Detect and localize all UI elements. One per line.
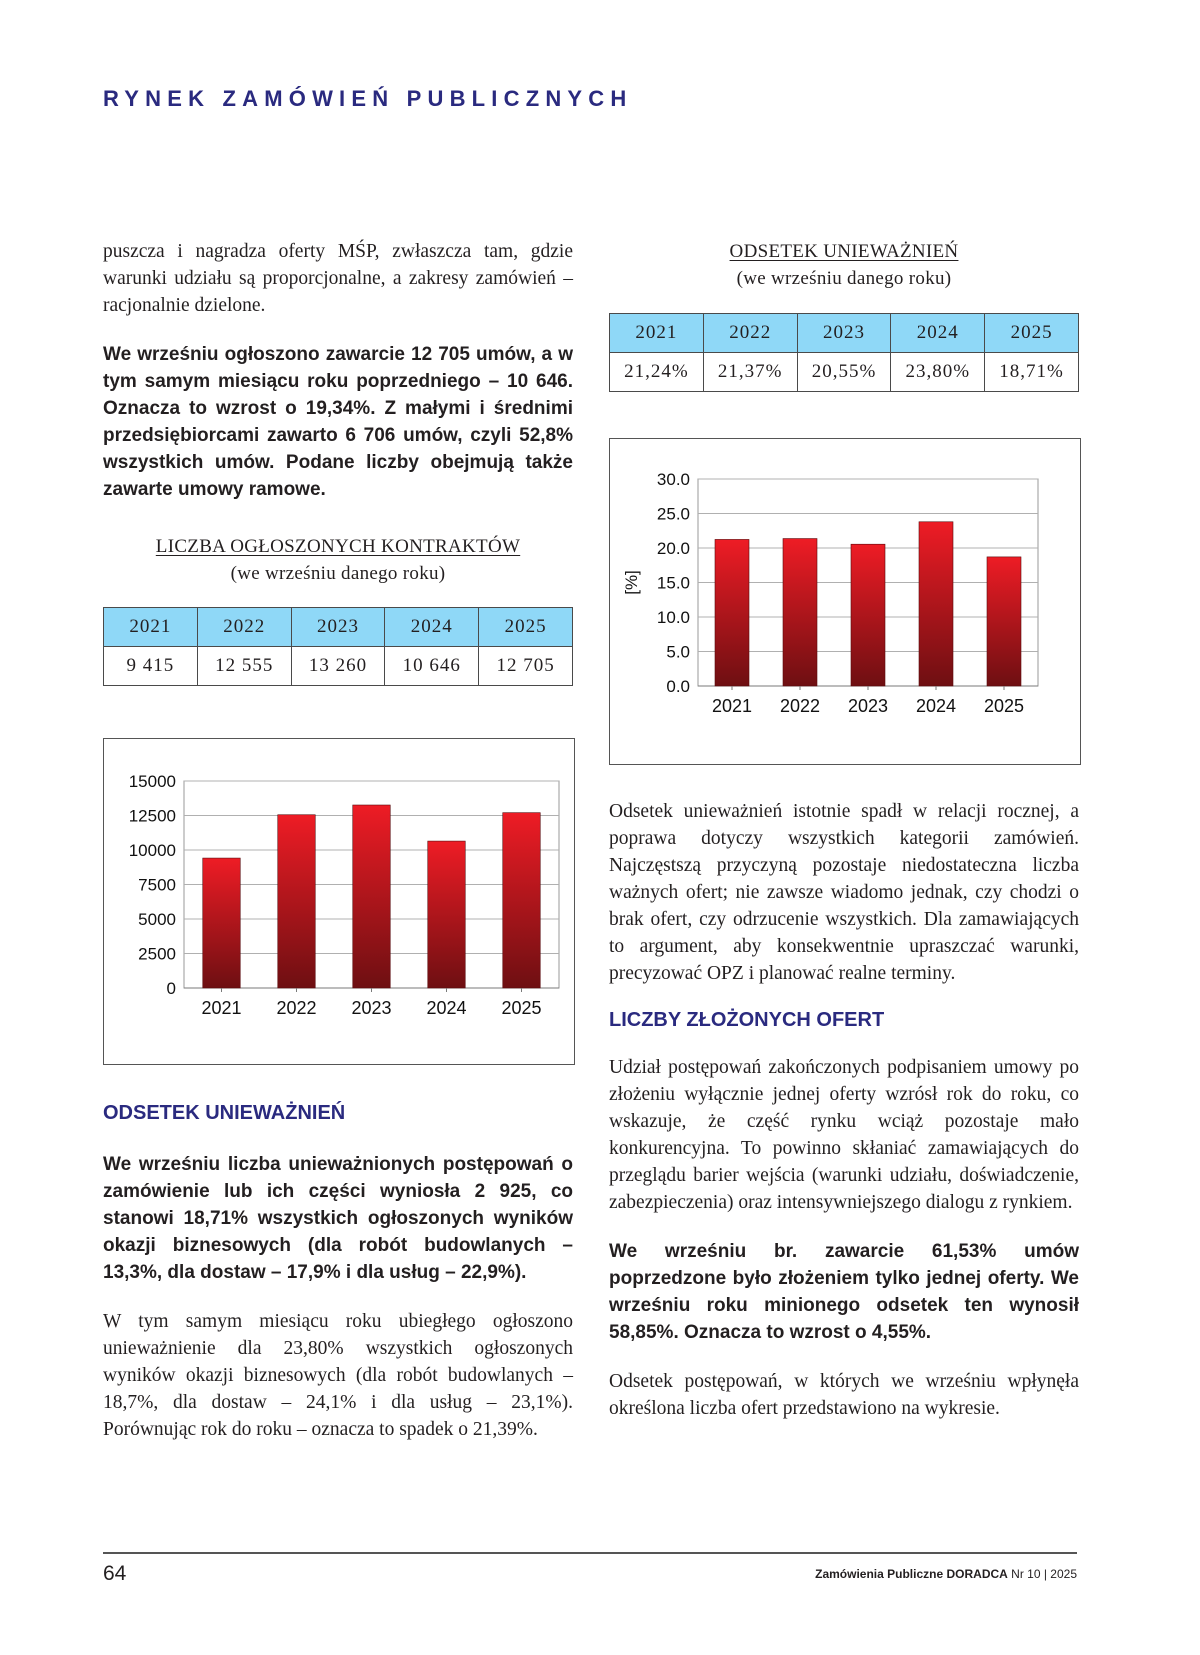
cancellations-chart bbox=[609, 438, 1081, 765]
y-axis-label: [%] bbox=[622, 570, 641, 595]
table-header-cell: 2025 bbox=[479, 608, 573, 647]
contracts-table bbox=[103, 607, 573, 686]
table-row bbox=[610, 353, 1079, 392]
table-cell: 12 555 bbox=[197, 647, 291, 686]
bar-2024 bbox=[919, 522, 953, 686]
table-cell: 21,37% bbox=[703, 353, 797, 392]
cancellations-table bbox=[609, 313, 1079, 392]
left-paragraph-3: We wrześniu liczba unieważnionych postępowań o zamówienie lub ich części wyniosła 2 925, co stanowi 18,71% wszystkich ogłoszonych wyników okazji biznesowych (dla robót budowlanych – 13,3%, dla dostaw – 17,9% i dla usług – 22,9%). bbox=[103, 1154, 573, 1283]
left-paragraph-4: W tym samym miesiącu roku ubiegłego ogłoszono unieważnienie dla 23,80% wszystkich ogłoszonych wyników okazji biznesowych (dla robót budowlanych – 18,7%, dla dostaw – 24,1% i dla usług – 23,1%). Porównując rok do roku – oznacza to spadek o 21,39%. bbox=[103, 1311, 573, 1440]
bar-2025 bbox=[987, 557, 1021, 686]
table-header-cell: 2021 bbox=[610, 314, 704, 353]
left-paragraph-2: We wrześniu ogłoszono zawarcie 12 705 umów, a w tym samym miesiącu roku poprzedniego – 10 646. Oznacza to wzrost o 19,34%. Z małymi i średnimi przedsiębiorcami zawarto 6 706 umów, czyli 52,8% wszystkich umów. Podane liczby obejmują także zawarte umowy ramowe. bbox=[103, 344, 573, 500]
y-tick-label: 2500 bbox=[138, 944, 176, 964]
bar-2025 bbox=[503, 813, 541, 988]
table-header-cell: 2024 bbox=[385, 608, 479, 647]
y-tick-label: 12500 bbox=[128, 806, 176, 826]
right-column bbox=[609, 241, 1079, 392]
right-paragraph-3: We wrześniu br. zawarcie 61,53% umów poprzedzone było złożeniem tylko jednej oferty. We wrześniu roku minionego odsetek ten wynosił 58,85%. Oznacza to wzrost o 4,55%. bbox=[609, 1241, 1079, 1343]
publication-name: Zamówienia Publiczne DORADCA bbox=[815, 1567, 1008, 1581]
footer-publication bbox=[815, 1567, 1077, 1581]
table-cell: 21,24% bbox=[610, 353, 704, 392]
table-header-cell: 2022 bbox=[197, 608, 291, 647]
x-tick-label: 2022 bbox=[779, 696, 821, 716]
right-paragraph-4: Odsetek postępowań, w których we wrześniu wpłynęła określona liczba ofert przedstawiono na wykresie. bbox=[609, 1371, 1079, 1419]
y-tick-label: 30.0 bbox=[656, 470, 690, 489]
right-paragraph-1: Odsetek unieważnień istotnie spadł w relacji rocznej, a poprawa dotyczy wszystkich kategorii zamówień. Najczęstszą przyczyną pozostaje niedostateczna liczba ważnych ofert; nie zawsze wiadomo jednak, czy chodzi o brak ofert, czy odrzucenie wszystkich. Dla zamawiających to argument, aby konsekwentnie upraszczać warunki, precyzować OPZ i planować realne terminy. bbox=[609, 801, 1079, 984]
bar-2021 bbox=[203, 858, 241, 988]
right-paragraph-2: Udział postępowań zakończonych podpisaniem umowy po złożeniu wyłącznie jednej oferty wzrósł rok do roku, co wskazuje, że część rynku wciąż pozostaje mało konkurencyjna. To powinno skłaniać zamawiających do przeglądu barier wejścia (warunki udziału, doświadczenie, zabezpieczenia) oraz intensywniejszego dialogu z rynkiem. bbox=[609, 1057, 1079, 1213]
table-cell: 20,55% bbox=[797, 353, 891, 392]
x-tick-label: 2023 bbox=[351, 998, 392, 1018]
contracts-table-title: LICZBA OGŁOSZONYCH KONTRAKTÓW bbox=[155, 536, 521, 557]
table-cell: 18,71% bbox=[985, 353, 1079, 392]
y-tick-label: 5000 bbox=[138, 910, 176, 929]
cancellations-chart-svg bbox=[610, 439, 1080, 764]
table-header-cell: 2023 bbox=[291, 608, 385, 647]
y-tick-label: 15.0 bbox=[656, 573, 690, 593]
x-tick-label: 2021 bbox=[201, 998, 242, 1018]
cancellations-table-subtitle: (we wrześniu danego roku) bbox=[736, 268, 952, 289]
y-tick-label: 0 bbox=[166, 979, 176, 998]
table-header-cell: 2023 bbox=[797, 314, 891, 353]
bar-2021 bbox=[715, 539, 749, 686]
y-tick-label: 10000 bbox=[128, 841, 176, 860]
table-row bbox=[104, 647, 573, 686]
left-paragraph-1: puszcza i nagradza oferty MŚP, zwłaszcza tam, gdzie warunki udziału są proporcjonalne, a zakresy zamówień – racjonalnie dzielone. bbox=[103, 241, 573, 316]
y-tick-label: 25.0 bbox=[656, 504, 690, 524]
contracts-table-subtitle: (we wrześniu danego roku) bbox=[230, 563, 446, 584]
bar-2023 bbox=[851, 544, 885, 686]
cancellations-table-title: ODSETEK UNIEWAŻNIEŃ bbox=[729, 241, 959, 262]
x-tick-label: 2023 bbox=[847, 696, 889, 716]
table-header-row bbox=[104, 608, 573, 647]
section-heading-offers: LICZBY ZŁOŻONYCH OFERT bbox=[609, 1009, 885, 1031]
table-cell: 9 415 bbox=[104, 647, 198, 686]
table-cell: 12 705 bbox=[479, 647, 573, 686]
issue-number: Nr 10 | 2025 bbox=[1011, 1567, 1077, 1581]
x-tick-label: 2024 bbox=[915, 696, 957, 716]
x-tick-label: 2022 bbox=[276, 998, 317, 1018]
table-cell: 13 260 bbox=[291, 647, 385, 686]
y-tick-label: 7500 bbox=[138, 875, 176, 895]
contracts-table-caption bbox=[103, 533, 573, 587]
running-head: RYNEK ZAMÓWIEŃ PUBLICZNYCH bbox=[103, 86, 633, 111]
table-header-cell: 2021 bbox=[104, 608, 198, 647]
bar-2023 bbox=[353, 805, 391, 988]
left-column-lower bbox=[103, 1102, 573, 1443]
x-tick-label: 2021 bbox=[711, 696, 753, 716]
table-header-cell: 2022 bbox=[703, 314, 797, 353]
contracts-chart bbox=[103, 738, 575, 1065]
table-header-row bbox=[610, 314, 1079, 353]
x-tick-label: 2024 bbox=[426, 998, 467, 1018]
y-tick-label: 20.0 bbox=[656, 539, 690, 558]
bar-2022 bbox=[783, 539, 817, 686]
y-tick-label: 0.0 bbox=[666, 677, 690, 696]
section-heading-cancellations: ODSETEK UNIEWAŻNIEŃ bbox=[103, 1102, 346, 1124]
cancellations-table-caption bbox=[609, 238, 1079, 292]
x-tick-label: 2025 bbox=[983, 696, 1025, 716]
page-number: 64 bbox=[103, 1562, 127, 1585]
left-column bbox=[103, 241, 573, 686]
right-column-lower bbox=[609, 798, 1079, 1422]
contracts-chart-svg bbox=[104, 739, 574, 1064]
x-tick-label: 2025 bbox=[501, 998, 542, 1018]
y-tick-label: 15000 bbox=[128, 772, 176, 791]
table-cell: 10 646 bbox=[385, 647, 479, 686]
y-tick-label: 5.0 bbox=[666, 642, 690, 662]
table-header-cell: 2024 bbox=[891, 314, 985, 353]
bar-2022 bbox=[278, 815, 316, 988]
y-tick-label: 10.0 bbox=[656, 608, 690, 627]
table-cell: 23,80% bbox=[891, 353, 985, 392]
footer-rule bbox=[103, 1552, 1077, 1554]
bar-2024 bbox=[428, 841, 466, 988]
table-header-cell: 2025 bbox=[985, 314, 1079, 353]
